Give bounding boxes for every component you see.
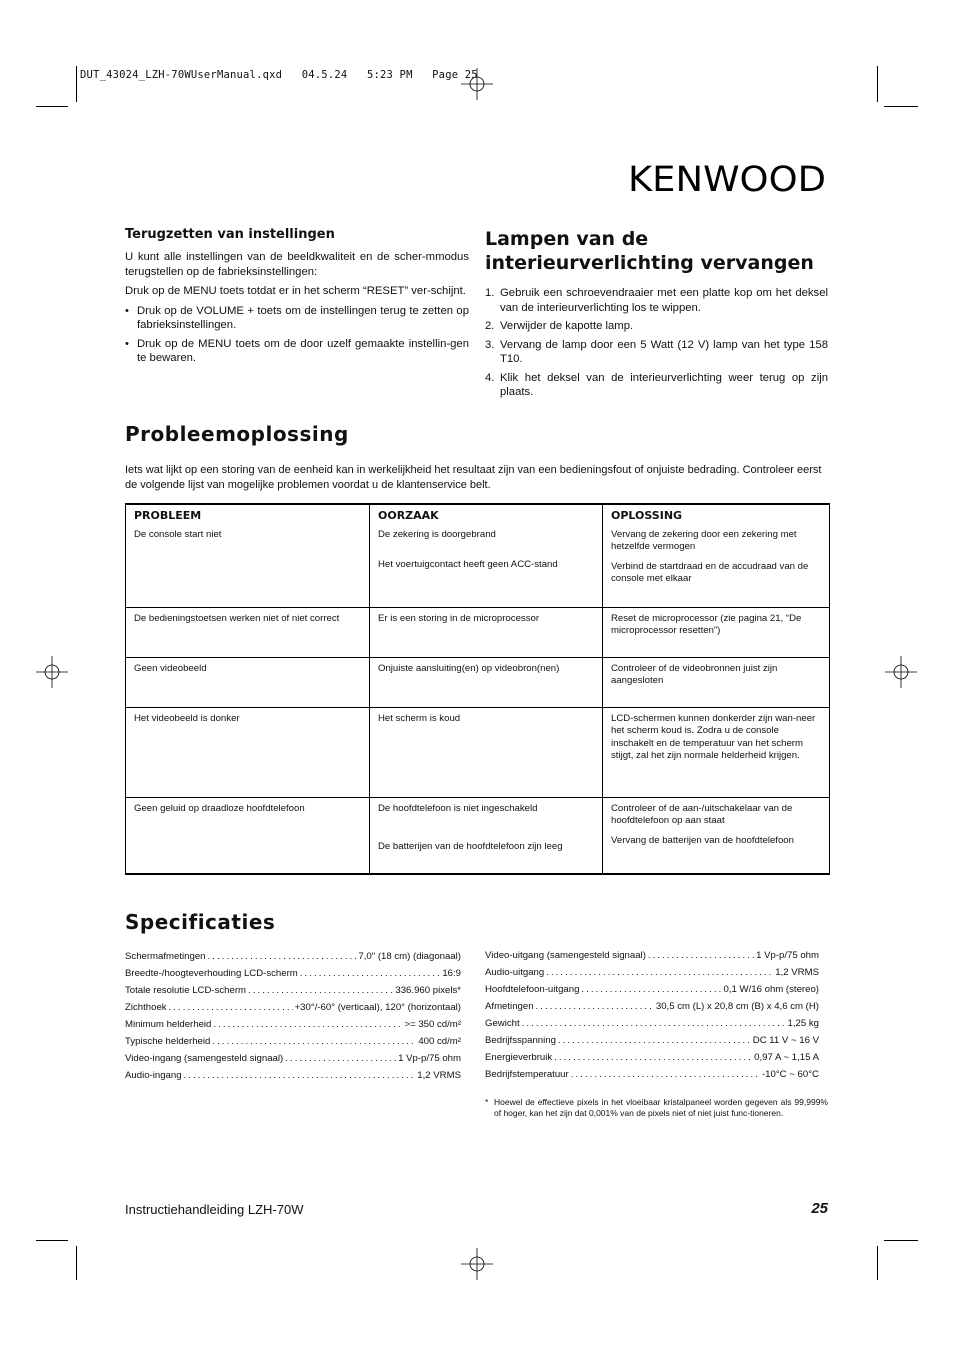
- bullet-mark: •: [125, 337, 129, 350]
- solution-text: Vervang de batterijen van de hoofdtelefoon: [611, 834, 794, 846]
- bullet-text: Druk op de VOLUME + toets om de instellingen terug te zetten op fabrieksinstellingen.: [137, 304, 469, 331]
- spec-label: Minimum helderheid: [125, 1019, 212, 1030]
- registration-mark: [461, 1248, 493, 1280]
- spec-value: 16:9: [442, 968, 461, 979]
- table-cell: [370, 504, 603, 607]
- spec-label: Energieverbruik: [485, 1052, 553, 1063]
- table-cell: [603, 607, 830, 657]
- column-header-problem: PROBLEEM: [134, 509, 202, 522]
- spec-row: [485, 964, 819, 981]
- cause-text: De batterijen van de hoofdtelefoon zijn leeg: [378, 841, 563, 852]
- table-row: [126, 657, 830, 707]
- list-item: [485, 371, 828, 400]
- spec-row: [125, 965, 461, 982]
- file-info-line: DUT_43024_LZH-70WUserManual.qxd 04.5.24 5:23 PM Page 25: [80, 69, 478, 81]
- cause-text: Het scherm is koud: [378, 712, 461, 724]
- spec-row: [125, 1033, 461, 1050]
- footnote-text: Hoewel de effectieve pixels in het vloeibaar kristalpaneel worden gegeven als 99,999% of hoger, kan het zijn dat 0,001% van de pixels niet of niet juist func-tioneren.: [494, 1097, 828, 1118]
- spec-row: [485, 947, 819, 964]
- step-text: Vervang de lamp door een 5 Watt (12 V) lamp van het type 158 T10.: [500, 338, 828, 365]
- crop-mark: [884, 1240, 918, 1241]
- table-cell: [603, 504, 830, 607]
- table-cell: [126, 707, 370, 797]
- reset-body: [125, 250, 469, 370]
- table-cell: [603, 707, 830, 797]
- solution-text: Vervang de zekering door een zekering met hetzelfde vermogen: [611, 528, 797, 552]
- crop-mark: [36, 106, 68, 107]
- crop-mark: [76, 1246, 77, 1280]
- page-number: 25: [811, 1200, 828, 1217]
- spec-row: [125, 1067, 461, 1084]
- spec-label: Bedrijfstemperatuur: [485, 1069, 569, 1080]
- crop-mark: [36, 1240, 68, 1241]
- cause-text: Onjuiste aansluiting(en) op videobron(nen): [378, 662, 560, 674]
- spec-value: >= 350 cd/m²: [404, 1019, 461, 1030]
- spec-value: 1,2 VRMS: [417, 1070, 461, 1081]
- problem-text: Geen geluid op draadloze hoofdtelefoon: [134, 802, 305, 814]
- table-cell: [126, 657, 370, 707]
- spec-row: [485, 1066, 819, 1083]
- spec-label: Zichthoek: [125, 1002, 167, 1013]
- spec-label: Audio-ingang: [125, 1070, 182, 1081]
- spec-row: [485, 1049, 819, 1066]
- list-item: [485, 338, 828, 367]
- crop-mark: [884, 106, 918, 107]
- lamp-heading: Lampen van de interieurverlichting vervangen: [485, 228, 814, 274]
- problem-text: De console start niet: [134, 528, 222, 540]
- troubleshooting-heading: Probleemoplossing: [125, 422, 349, 446]
- step-text: Klik het deksel van de interieurverlichting weer terug op zijn plaats.: [500, 371, 828, 398]
- spec-label: Typische helderheid: [125, 1036, 211, 1047]
- footnote: [485, 1097, 828, 1119]
- spec-label: Video-ingang (samengesteld signaal): [125, 1053, 284, 1064]
- spec-label: Gewicht: [485, 1018, 520, 1029]
- solution-text: Verbind de startdraad en de accudraad van de console met elkaar: [611, 560, 809, 584]
- spec-value: 30,5 cm (L) x 20,8 cm (B) x 4,6 cm (H): [655, 1001, 819, 1012]
- spec-label: Bedrijfsspanning: [485, 1035, 556, 1046]
- spec-row: [485, 998, 819, 1015]
- table-cell: [603, 797, 830, 874]
- spec-row: [125, 982, 461, 999]
- list-item: [485, 286, 828, 315]
- spec-row: [485, 981, 819, 998]
- problem-text: Geen videobeeld: [134, 662, 207, 674]
- table-cell: [370, 797, 603, 874]
- table-row: [126, 504, 830, 607]
- cause-text: Het voertuigcontact heeft geen ACC-stand: [378, 559, 558, 570]
- list-item: [125, 304, 469, 333]
- solution-text: LCD-schermen kunnen donkerder zijn wan-neer het scherm koud is. Zodra u de console inschakelt en de temperatuur van het scherm stijgt, zal het zijn normale helderheid krijgen.: [611, 712, 816, 761]
- lamp-steps-list: [485, 286, 828, 404]
- spec-label: Audio-uitgang: [485, 967, 545, 978]
- cause-text: Er is een storing in de microprocessor: [378, 612, 540, 624]
- spec-row: [125, 948, 461, 965]
- table-cell: [370, 607, 603, 657]
- footer-title: Instructiehandleiding LZH-70W: [125, 1202, 304, 1217]
- footnote-mark: *: [485, 1097, 489, 1107]
- table-row: [126, 607, 830, 657]
- spec-label: Schermafmetingen: [125, 951, 206, 962]
- spec-value: 1 Vp-p/75 ohm: [756, 950, 819, 961]
- problem-text: Het videobeeld is donker: [134, 712, 240, 724]
- registration-mark: [885, 656, 917, 688]
- spec-label: Video-uitgang (samengesteld signaal): [485, 950, 646, 961]
- spec-label: Hoofdtelefoon-uitgang: [485, 984, 580, 995]
- kenwood-logo: [628, 160, 826, 196]
- reset-paragraph: U kunt alle instellingen van de beeldkwaliteit en de scher-mmodus terugstellen op de fabrieksinstellingen:: [125, 251, 469, 278]
- spec-row: [125, 999, 461, 1016]
- spec-value: 1 Vp-p/75 ohm: [398, 1053, 461, 1064]
- table-cell: [126, 607, 370, 657]
- spec-row: [125, 1050, 461, 1067]
- bullet-text: Druk op de MENU toets om de door uzelf gemaakte instellin-gen te bewaren.: [137, 337, 469, 364]
- crop-mark: [877, 1246, 878, 1280]
- spec-row: [125, 1016, 461, 1033]
- spec-value: 1,25 kg: [787, 1018, 819, 1029]
- list-item: [485, 319, 828, 334]
- spec-value: 0,97 A ~ 1,15 A: [754, 1052, 819, 1063]
- spec-value: 0,1 W/16 ohm (stereo): [723, 984, 819, 995]
- solution-text: Controleer of de videobronnen juist zijn aangesloten: [611, 662, 778, 686]
- spec-label: Totale resolutie LCD-scherm: [125, 985, 247, 996]
- table-cell: [126, 797, 370, 874]
- reset-bullet-list: [125, 304, 469, 366]
- spec-label: Afmetingen: [485, 1001, 534, 1012]
- crop-mark: [76, 66, 77, 102]
- step-text: Verwijder de kapotte lamp.: [500, 320, 634, 332]
- logo-text: KENWOOD: [628, 160, 826, 196]
- spec-list-left: [125, 948, 461, 1084]
- step-text: Gebruik een schroevendraaier met een platte kop om het deksel van de interieurverlichting los te wippen.: [500, 287, 828, 314]
- spec-value: -10°C ~ 60°C: [761, 1069, 819, 1080]
- troubleshooting-table: [125, 503, 830, 875]
- step-number: 3.: [485, 338, 495, 351]
- table-row: [126, 707, 830, 797]
- list-item: [125, 337, 469, 366]
- solution-text: Controleer of de aan-/uitschakelaar van de hoofdtelefoon op aan staat: [611, 802, 793, 826]
- step-number: 4.: [485, 371, 495, 384]
- spec-value: 336.960 pixels*: [395, 985, 461, 996]
- table-row: [126, 797, 830, 874]
- column-header-solution: OPLOSSING: [611, 509, 683, 522]
- registration-mark: [36, 656, 68, 688]
- table-cell: [126, 504, 370, 607]
- reset-heading: Terugzetten van instellingen: [125, 227, 335, 242]
- solution-text: Reset de microprocessor (zie pagina 21, “De microprocessor resetten”): [611, 612, 802, 636]
- spec-value: 1,2 VRMS: [775, 967, 819, 978]
- spec-label: Breedte-/hoogteverhouding LCD-scherm: [125, 968, 298, 979]
- problem-text: De bedieningstoetsen werken niet of niet correct: [134, 612, 340, 624]
- cause-text: De zekering is doorgebrand: [378, 528, 496, 540]
- column-header-cause: OORZAAK: [378, 509, 439, 522]
- spec-row: [485, 1015, 819, 1032]
- table-cell: [370, 657, 603, 707]
- spec-row: [485, 1032, 819, 1049]
- table-cell: [603, 657, 830, 707]
- troubleshooting-intro: Iets wat lijkt op een storing van de eenheid kan in werkelijkheid het resultaat zijn van een bedieningsfout of onjuiste bedrading. Controleer eerst de volgende lijst van mogelijke problemen voordat u de klantenservice belt.: [125, 464, 822, 491]
- spec-value: +30°/-60° (verticaal), 120° (horizontaal): [294, 1002, 461, 1013]
- cause-text: De hoofdtelefoon is niet ingeschakeld: [378, 802, 538, 814]
- crop-mark: [877, 66, 878, 102]
- spec-value: DC 11 V ~ 16 V: [752, 1035, 819, 1046]
- step-number: 1.: [485, 287, 495, 299]
- step-number: 2.: [485, 320, 495, 332]
- reset-paragraph: Druk op de MENU toets totdat er in het scherm “RESET” ver-schijnt.: [125, 285, 466, 297]
- table-cell: [370, 707, 603, 797]
- bullet-mark: •: [125, 304, 129, 317]
- spec-list-right: [485, 947, 819, 1083]
- spec-value: 400 cd/m²: [418, 1036, 461, 1047]
- specifications-heading: Specificaties: [125, 910, 276, 934]
- spec-value: 7,0" (18 cm) (diagonaal): [358, 951, 461, 962]
